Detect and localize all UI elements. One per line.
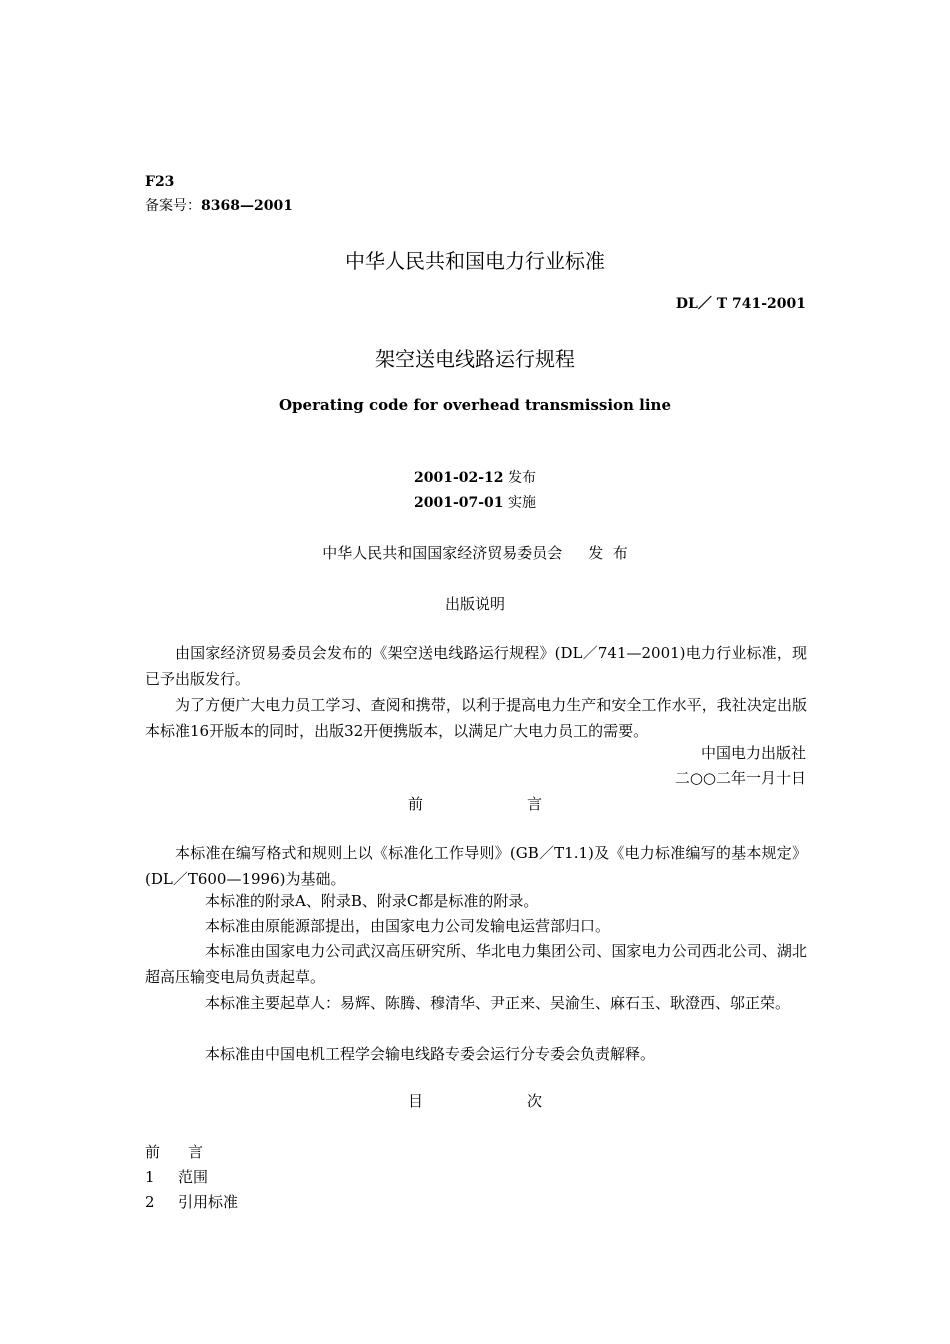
title-cn: 架空送电线路运行规程 xyxy=(375,347,575,371)
record-number: 8368—2001 xyxy=(201,198,293,214)
foreword-paragraph-5: 本标准主要起草人：易辉、陈腾、穆清华、尹正来、吴渝生、麻石玉、耿澄西、邬正荣。 xyxy=(205,994,791,1012)
foreword-paragraph-4: 本标准由国家电力公司武汉高压研究所、华北电力集团公司、国家电力公司西北公司、湖北超高压输变电局负责起草。 xyxy=(145,942,807,986)
implement-date-line xyxy=(0,493,950,513)
title-en: Operating code for overhead transmission line xyxy=(278,396,672,414)
toc-item-scope[interactable] xyxy=(145,1167,208,1187)
toc-item-label: 引用标准 xyxy=(178,1193,239,1211)
record-label: 备案号： xyxy=(145,198,201,214)
foreword-paragraph-2: 本标准的附录A、附录B、附录C都是标准的附录。 xyxy=(205,892,539,910)
foreword-paragraph-3: 本标准由原能源部提出，由国家电力公司发输电运营部归口。 xyxy=(205,917,611,935)
toc-item-foreword[interactable] xyxy=(145,1142,203,1162)
toc-item-number: 1 xyxy=(145,1168,155,1186)
foreword-heading-left: 前 xyxy=(407,795,423,813)
issuer-action: 发 布 xyxy=(588,544,628,562)
foreword-heading-right: 言 xyxy=(527,795,543,813)
publication-note-heading: 出版说明 xyxy=(444,595,505,613)
implement-label: 实施 xyxy=(508,495,536,511)
category-code: F23 xyxy=(145,174,175,190)
issuer-name: 中华人民共和国国家经济贸易委员会 xyxy=(322,544,563,562)
record-number-line xyxy=(145,196,293,216)
toc-heading-right: 次 xyxy=(527,1092,543,1110)
publication-note-paragraph-2: 为了方便广大电力员工学习、查阅和携带，以利于提高电力生产和安全工作水平，我社决定出版本标准16开版本的同时，出版32开便携版本，以满足广大电力员工的需要。 xyxy=(145,696,807,740)
foreword-heading xyxy=(0,794,950,814)
issuer-line xyxy=(0,543,950,563)
toc-item-number: 前 xyxy=(145,1143,161,1161)
publication-note-paragraph-1: 由国家经济贸易委员会发布的《架空送电线路运行规程》(DL／741—2001)电力行业标准，现已予出版发行。 xyxy=(145,644,807,688)
toc-heading-left: 目 xyxy=(407,1092,423,1110)
standard-number: DL／ T 741-2001 xyxy=(675,296,806,312)
toc-item-number: 2 xyxy=(145,1193,155,1211)
publish-date-line xyxy=(0,468,950,488)
toc-heading xyxy=(0,1091,950,1111)
publish-date: 2001-02-12 xyxy=(413,470,504,486)
toc-item-references[interactable] xyxy=(145,1192,238,1212)
foreword-paragraph-6: 本标准由中国电机工程学会输电线路专委会运行分专委会负责解释。 xyxy=(205,1045,656,1063)
standard-type: 中华人民共和国电力行业标准 xyxy=(345,249,605,273)
foreword-paragraph-1: 本标准在编写格式和规则上以《标准化工作导则》(GB／T1.1)及《电力标准编写的基本规定》(DL／T600—1996)为基础。 xyxy=(145,844,807,888)
implement-date: 2001-07-01 xyxy=(413,495,504,511)
toc-item-label: 范围 xyxy=(178,1168,209,1186)
publish-label: 发布 xyxy=(508,470,536,486)
publisher-name: 中国电力出版社 xyxy=(700,744,806,762)
publication-date: 二○○二年一月十日 xyxy=(674,769,806,787)
toc-item-label: 言 xyxy=(188,1143,204,1161)
